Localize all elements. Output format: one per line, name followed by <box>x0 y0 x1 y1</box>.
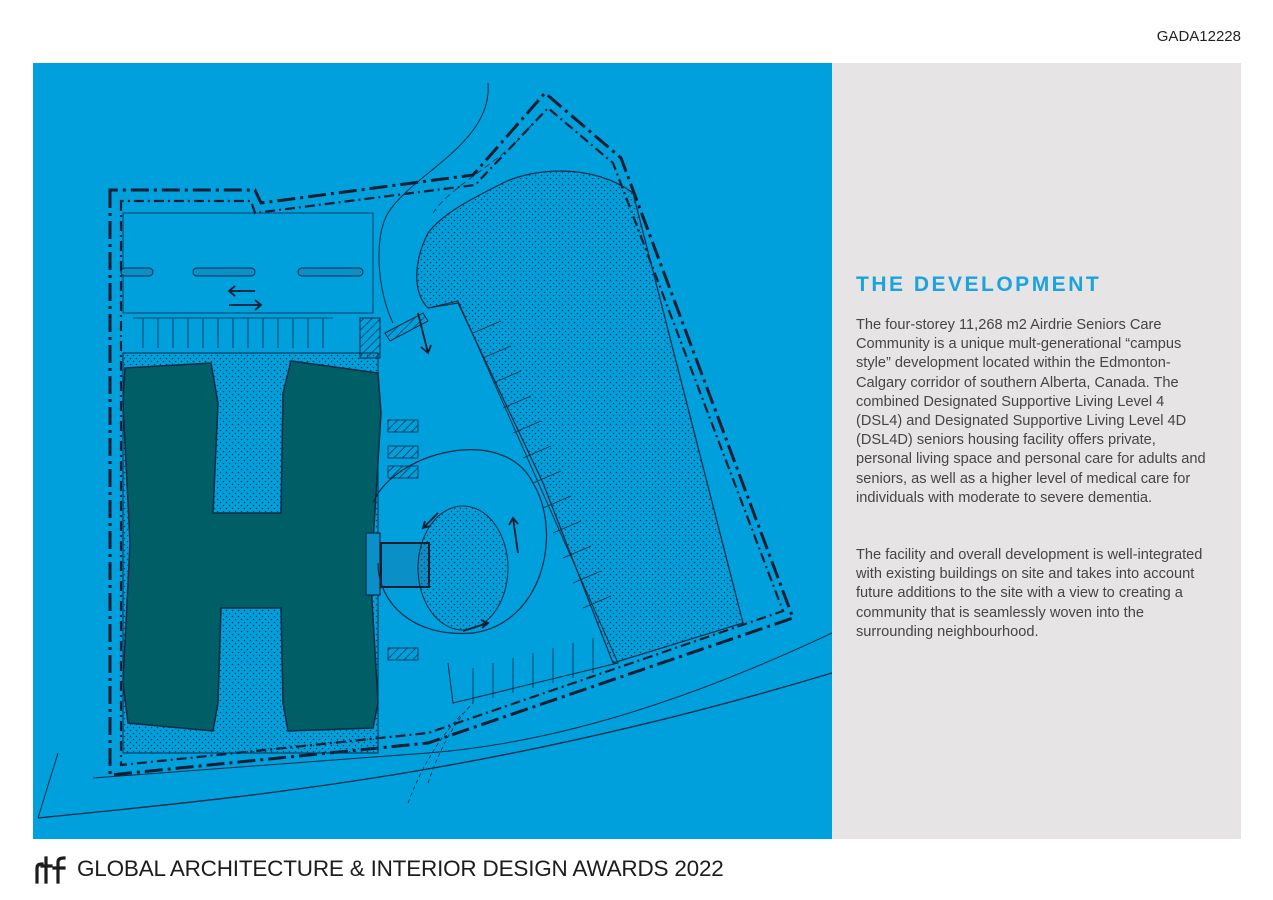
site-plan-drawing <box>33 63 832 839</box>
ramp-hatch <box>360 318 380 358</box>
project-code: GADA12228 <box>1156 28 1241 45</box>
award-title: GLOBAL ARCHITECTURE & INTERIOR DESIGN AWARDS 2022 <box>77 856 724 881</box>
road-left-edge <box>38 753 58 818</box>
description-paragraph-1: The four-storey 11,268 m2 Airdrie Seniors Care Community is a unique mult-generational “campus style” development located within the Edmonton-Calgary corridor of southern Alberta, Canada. The combined Designated Supportive Living Level 4 (DSL4) and Designated Supportive Living Level 4D (DSL4D) seniors housing facility offers private, personal living space and personal care for adults and seniors, as well as a higher level of medical care for individuals with moderate to severe dementia. <box>856 317 1206 506</box>
description-paragraph-2: The facility and overall development is well-integrated with existing buildings on site and takes into account future additions to the site with a view to creating a community that is seamlessly woven into the surrounding neighbourhood. <box>856 547 1203 640</box>
section-heading: THE DEVELOPMENT <box>856 273 1102 296</box>
site-plan-panel <box>33 63 832 839</box>
description-panel <box>832 63 1241 839</box>
loop-island <box>418 506 508 630</box>
rtf-logo-icon <box>33 854 69 884</box>
pedestrian-path <box>428 703 473 783</box>
parking-islands <box>121 268 363 276</box>
parking-stalls-top <box>133 318 333 348</box>
parking-top <box>123 213 373 313</box>
accessible-stalls <box>388 420 418 660</box>
footer <box>33 853 724 885</box>
pedestrian-path-2 <box>408 713 463 803</box>
